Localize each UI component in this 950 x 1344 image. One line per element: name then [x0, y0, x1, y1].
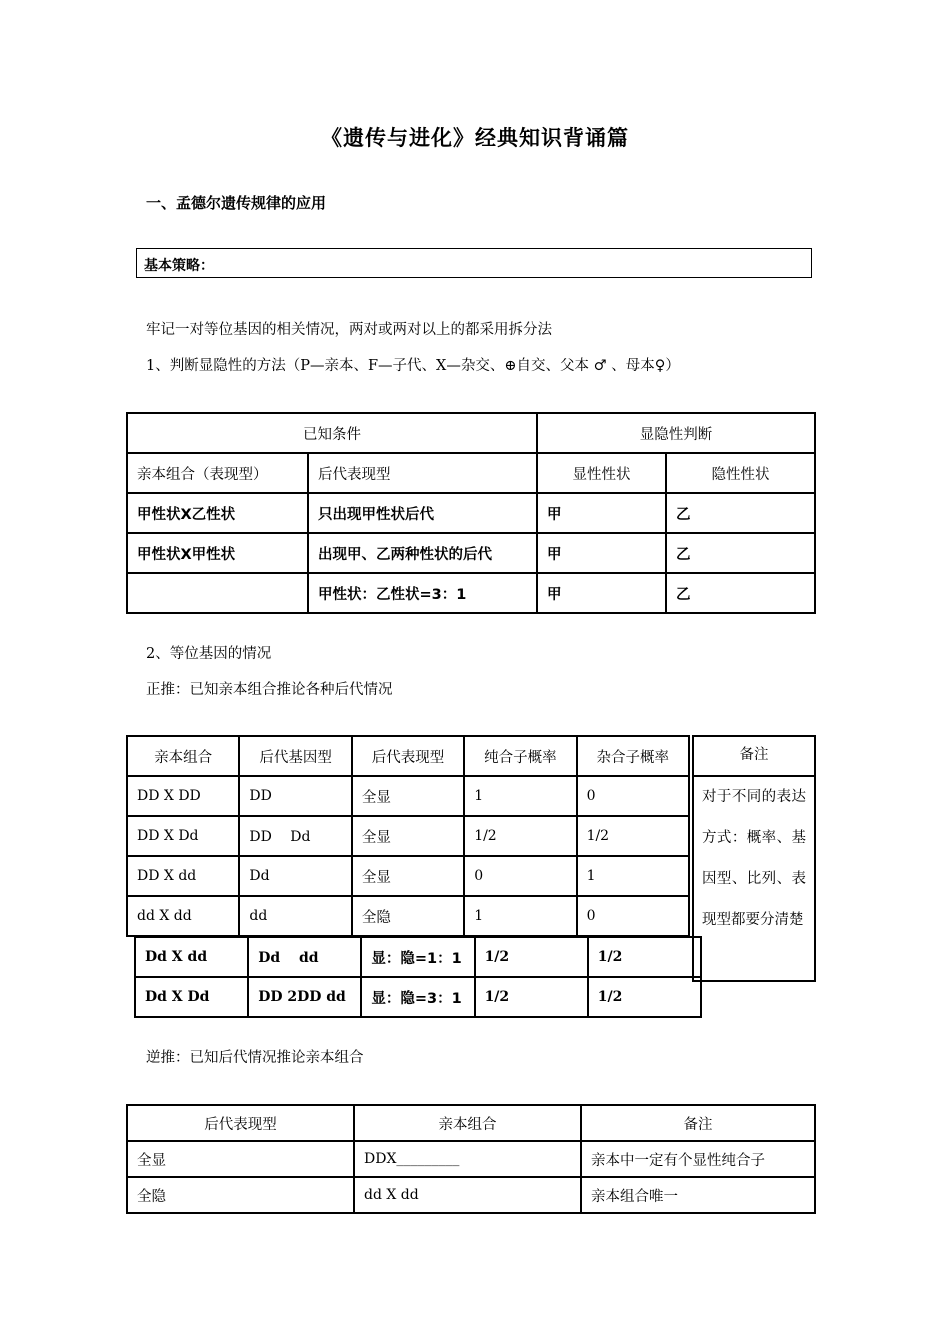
table-cell: 1: [577, 856, 689, 896]
table-cell: dd X dd: [354, 1177, 581, 1213]
section-heading: 一、孟德尔遗传规律的应用: [146, 194, 327, 212]
paragraph-forward: 正推：已知亲本组合推论各种后代情况: [146, 682, 393, 698]
table-header: 显隐性判断: [537, 413, 815, 453]
table-subheader: 亲本组合（表现型）: [127, 453, 308, 493]
table-subheader: 隐性性状: [666, 453, 815, 493]
table-header: 后代基因型: [239, 736, 352, 776]
table-subheader: 后代表现型: [308, 453, 537, 493]
table-header: 亲本组合: [127, 736, 239, 776]
table-cell: DD 2DD dd: [248, 977, 361, 1017]
table-cell: 显：隐=3：1: [361, 977, 474, 1017]
table-cell: 只出现甲性状后代: [308, 493, 537, 533]
table-cell: 甲: [537, 493, 666, 533]
table-header: 已知条件: [127, 413, 537, 453]
table-cell: 亲本中一定有个显性纯合子: [581, 1141, 815, 1177]
table-cell: DD X dd: [127, 856, 239, 896]
table-row: [127, 776, 689, 816]
table-header: 杂合子概率: [577, 736, 689, 776]
table-header: 备注: [581, 1105, 815, 1141]
reverse-inference-table: [126, 1104, 816, 1214]
table-cell: 全隐: [127, 1177, 354, 1213]
table-row: [127, 1141, 815, 1177]
table-header: 亲本组合: [354, 1105, 581, 1141]
table-cell: dd: [239, 896, 352, 936]
table-cell: 全显: [352, 776, 464, 816]
strategy-box: 基本策略：: [136, 248, 812, 278]
table-cell: 全显: [352, 816, 464, 856]
table-row: [127, 1177, 815, 1213]
table-header: 后代表现型: [127, 1105, 354, 1141]
table-cell: 乙: [666, 493, 815, 533]
table-cell: [127, 573, 308, 613]
table-cell: DD Dd: [239, 816, 352, 856]
table-cell: 显：隐=1：1: [361, 937, 474, 977]
table-row: [127, 816, 689, 856]
table-cell: 甲性状Ⅹ乙性状: [127, 493, 308, 533]
table-row: [127, 896, 689, 936]
table-cell: dd X dd: [127, 896, 239, 936]
table-cell: 乙: [666, 573, 815, 613]
paragraph-reverse: 逆推：已知后代情况推论亲本组合: [146, 1050, 364, 1066]
table-row: [127, 533, 815, 573]
table-row: [127, 856, 689, 896]
table-cell: 甲: [537, 533, 666, 573]
table-cell: 全显: [127, 1141, 354, 1177]
table-cell: 1/2: [588, 977, 701, 1017]
table-cell: DD X Dd: [127, 816, 239, 856]
table-cell: 1: [464, 896, 576, 936]
table-cell: 甲: [537, 573, 666, 613]
table-cell: 1/2: [475, 937, 588, 977]
table-row: [127, 493, 815, 533]
note-header: 备注: [692, 735, 816, 777]
forward-inference-table-extra: [134, 936, 702, 1018]
paragraph-strategy: 牢记一对等位基因的相关情况，两对或两对以上的都采用拆分法: [146, 322, 552, 338]
table-row: [127, 573, 815, 613]
table-header: 纯合子概率: [464, 736, 576, 776]
table-row: [135, 977, 701, 1017]
table-cell: DD: [239, 776, 352, 816]
note-cell: 对于不同的表达方式：概率、基因型、比列、表现型都要分清楚: [692, 775, 816, 982]
table-cell: DDX_________: [354, 1141, 581, 1177]
table-cell: Dd X dd: [135, 937, 248, 977]
table-cell: 1: [464, 776, 576, 816]
table-cell: 甲性状Ⅹ甲性状: [127, 533, 308, 573]
paragraph-alleles: 2、等位基因的情况: [146, 646, 272, 662]
table-cell: Dd dd: [248, 937, 361, 977]
table-cell: 0: [464, 856, 576, 896]
paragraph-method: 1、判断显隐性的方法（P—亲本、F—子代、X—杂交、⊕自交、父本 ♂ 、母本♀）: [146, 358, 680, 374]
forward-inference-table: [126, 735, 690, 937]
table-cell: DD X DD: [127, 776, 239, 816]
table-cell: Dd: [239, 856, 352, 896]
table-cell: Dd X Dd: [135, 977, 248, 1017]
table-cell: 乙: [666, 533, 815, 573]
table-cell: 亲本组合唯一: [581, 1177, 815, 1213]
table-subheader: 显性性状: [537, 453, 666, 493]
table-cell: 甲性状：乙性状=3：1: [308, 573, 537, 613]
table-cell: 全显: [352, 856, 464, 896]
table-cell: 1/2: [464, 816, 576, 856]
table-cell: 1/2: [588, 937, 701, 977]
table-cell: 0: [577, 776, 689, 816]
table-cell: 0: [577, 896, 689, 936]
table-cell: 全隐: [352, 896, 464, 936]
table-cell: 1/2: [577, 816, 689, 856]
table-cell: 出现甲、乙两种性状的后代: [308, 533, 537, 573]
dominance-table: [126, 412, 816, 614]
document-title: 《遗传与进化》经典知识背诵篇: [321, 126, 629, 150]
table-header: 后代表现型: [352, 736, 464, 776]
table-row: [135, 937, 701, 977]
table-cell: 1/2: [475, 977, 588, 1017]
